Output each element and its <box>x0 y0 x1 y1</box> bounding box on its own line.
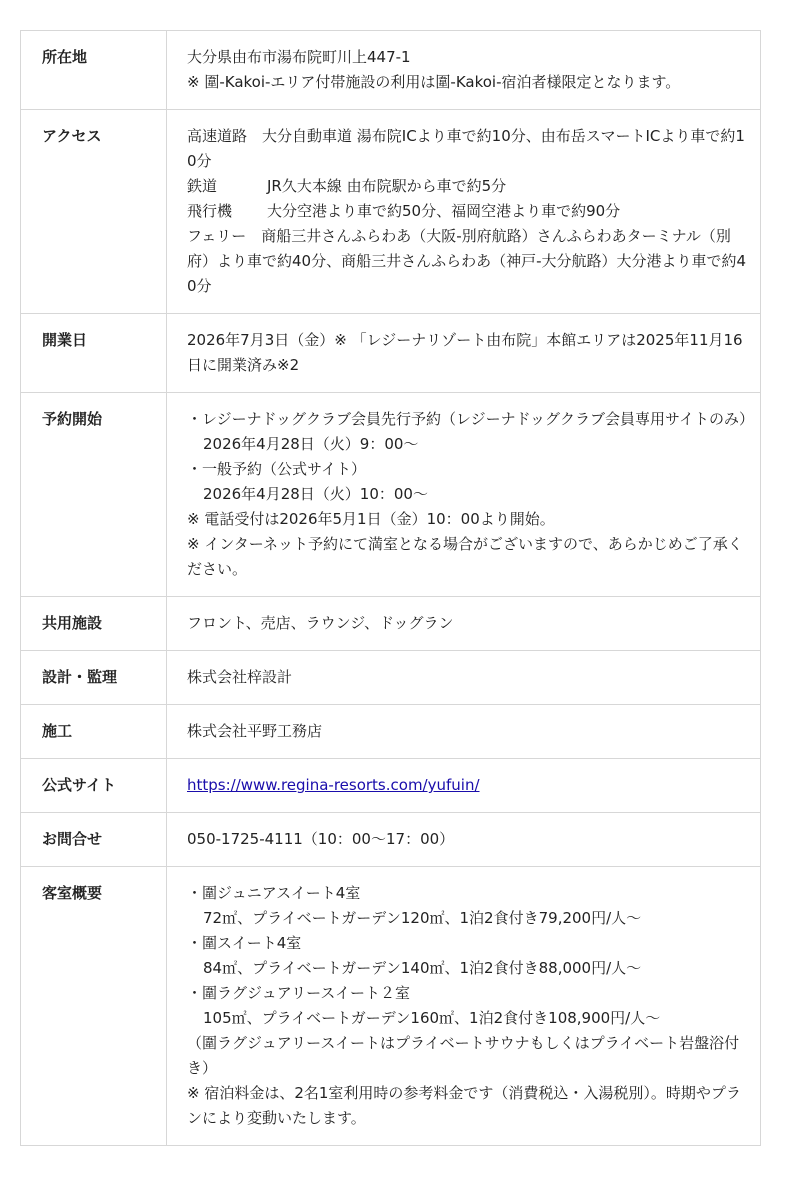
room-junior-suite-detail: 72㎡、プライベートガーデン120㎡、1泊2食付き79,200円/人～ <box>203 909 642 927</box>
row-location <box>21 31 761 110</box>
value-design: 株式会社梓設計 <box>167 651 761 705</box>
row-opening <box>21 314 761 393</box>
access-highway: 高速道路 大分自動車道 湯布院ICより車で約10分、由布岳スマートICより車で約10分 <box>187 127 745 170</box>
value-contact: 050-1725-4111（10：00～17：00） <box>167 813 761 867</box>
value-opening <box>167 314 761 393</box>
opening-text: 2026年7月3日（金）※ 「レジーナリゾート由布院」本館エリアは2025年11月16日に開業済み※2 <box>187 331 743 374</box>
value-location <box>167 31 761 110</box>
value-website <box>167 759 761 813</box>
row-reservation <box>21 393 761 597</box>
value-reservation <box>167 393 761 597</box>
property-info-table <box>20 30 761 1146</box>
label-opening: 開業日 <box>21 314 167 393</box>
label-rooms: 客室概要 <box>21 867 167 1146</box>
reservation-member: ・レジーナドッグクラブ会員先行予約（レジーナドッグクラブ会員専用サイトのみ） <box>187 410 755 428</box>
value-construction: 株式会社平野工務店 <box>167 705 761 759</box>
row-access <box>21 110 761 314</box>
row-rooms <box>21 867 761 1146</box>
reservation-general: ・一般予約（公式サイト） <box>187 460 366 478</box>
label-access: アクセス <box>21 110 167 314</box>
access-rail-mode: 鉄道 <box>187 177 218 195</box>
room-luxury-suite: ・圍ラグジュアリースイート２室 <box>187 984 411 1002</box>
row-facilities <box>21 597 761 651</box>
value-access <box>167 110 761 314</box>
access-rail-text: JR久大本線 由布院駅から車で約5分 <box>267 177 507 195</box>
access-air-mode: 飛行機 <box>187 202 233 220</box>
label-website: 公式サイト <box>21 759 167 813</box>
row-contact <box>21 813 761 867</box>
row-website <box>21 759 761 813</box>
access-rail <box>187 174 748 199</box>
access-air <box>187 199 748 224</box>
room-luxury-suite-detail: 105㎡、プライベートガーデン160㎡、1泊2食付き108,900円/人～ <box>203 1009 661 1027</box>
label-contact: お問合せ <box>21 813 167 867</box>
value-rooms <box>167 867 761 1146</box>
label-location: 所在地 <box>21 31 167 110</box>
access-air-text: 大分空港より車で約50分、福岡空港より車で約90分 <box>267 202 621 220</box>
value-facilities: フロント、売店、ラウンジ、ドッグラン <box>167 597 761 651</box>
room-junior-suite: ・圍ジュニアスイート4室 <box>187 884 361 902</box>
room-suite: ・圍スイート4室 <box>187 934 302 952</box>
reservation-member-date: 2026年4月28日（火）9：00～ <box>203 435 419 453</box>
room-luxury-suite-note: （圍ラグジュアリースイートはプライベートサウナもしくはプライベート岩盤浴付き） <box>187 1034 740 1077</box>
label-construction: 施工 <box>21 705 167 759</box>
room-price-note: ※ 宿泊料金は、2名1室利用時の参考料金です（消費税込・入湯税別）。時期やプランにより変動いたします。 <box>187 1084 741 1127</box>
access-ferry: フェリー 商船三井さんふらわあ（大阪-別府航路）さんふらわあターミナル（別府）より車で約40分、商船三井さんふらわあ（神戸-大分航路）大分港より車で約40分 <box>187 227 747 295</box>
reservation-full-note: ※ インターネット予約にて満室となる場合がございますので、あらかじめご了承ください。 <box>187 535 743 578</box>
label-facilities: 共用施設 <box>21 597 167 651</box>
location-note: ※ 圍-Kakoi-エリア付帯施設の利用は圍-Kakoi-宿泊者様限定となります。 <box>187 73 681 91</box>
official-site-link[interactable]: https://www.regina-resorts.com/yufuin/ <box>187 776 480 794</box>
location-address: 大分県由布市湯布院町川上447-1 <box>187 48 411 66</box>
reservation-general-date: 2026年4月28日（火）10：00～ <box>203 485 428 503</box>
reservation-phone-note: ※ 電話受付は2026年5月1日（金）10：00より開始。 <box>187 510 555 528</box>
label-reservation: 予約開始 <box>21 393 167 597</box>
row-design <box>21 651 761 705</box>
label-design: 設計・監理 <box>21 651 167 705</box>
room-suite-detail: 84㎡、プライベートガーデン140㎡、1泊2食付き88,000円/人～ <box>203 959 642 977</box>
row-construction <box>21 705 761 759</box>
